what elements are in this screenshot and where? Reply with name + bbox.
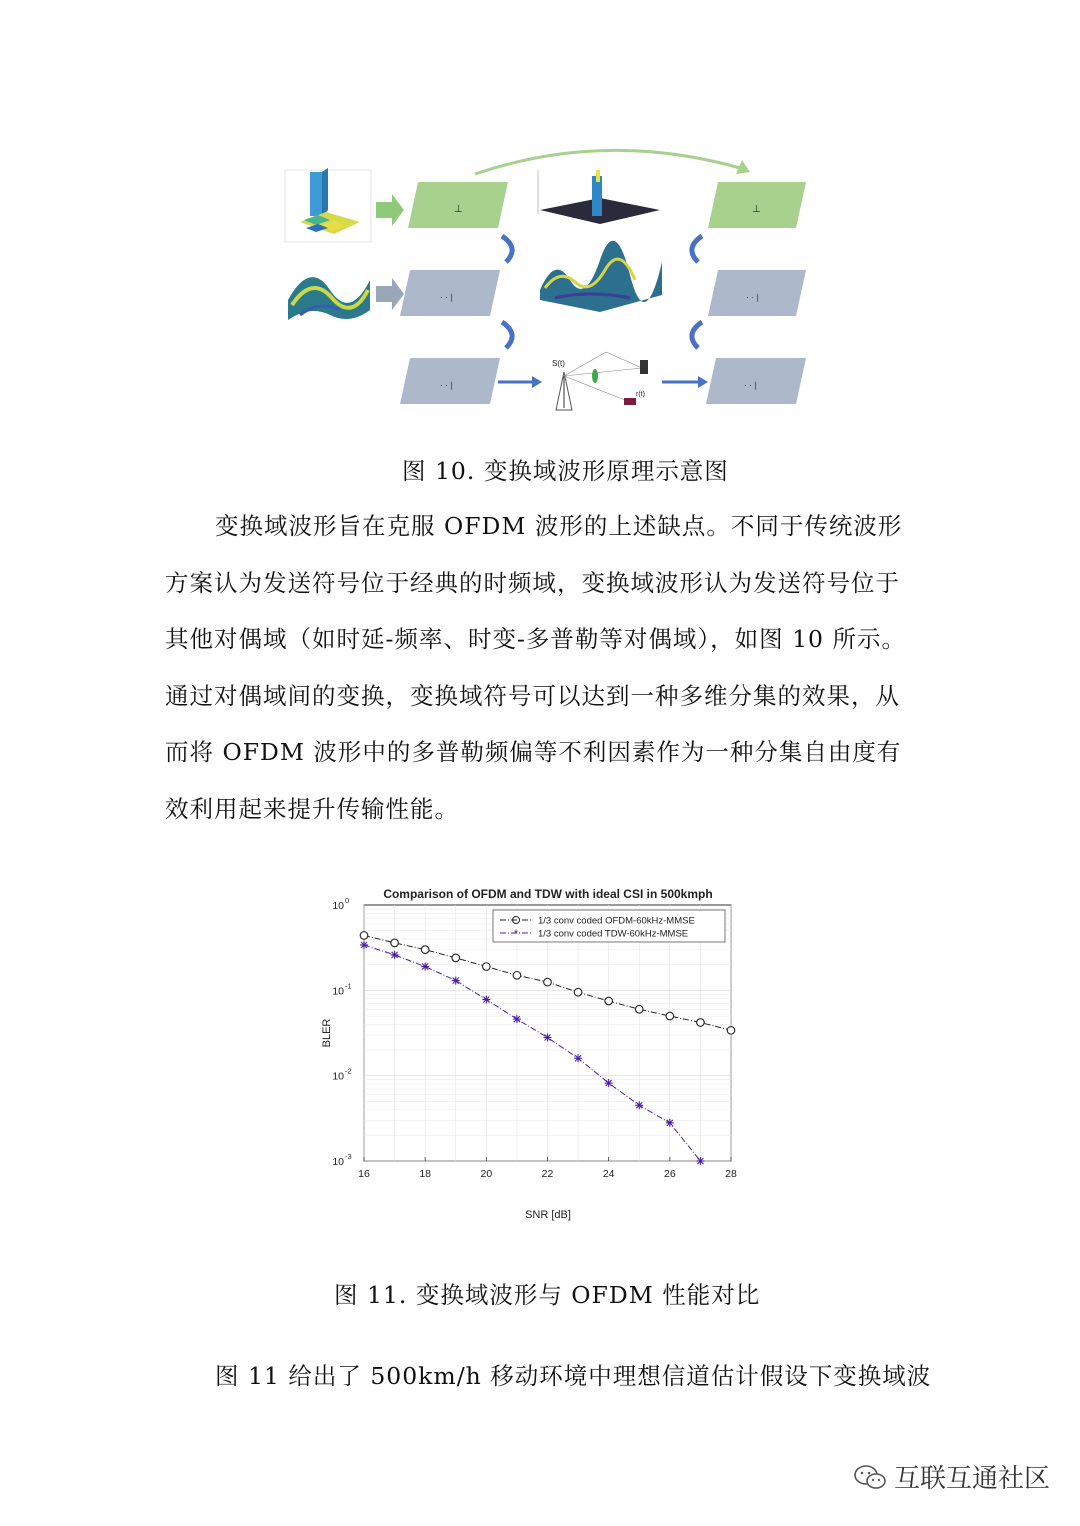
figure-10-diagram bbox=[270, 140, 830, 420]
x-tick-label: 28 bbox=[725, 1168, 737, 1180]
data-point-ofdm bbox=[360, 932, 368, 940]
top-curved-arrow bbox=[475, 150, 740, 174]
figure-11-caption: 图 11. 变换域波形与 OFDM 性能对比 bbox=[334, 1281, 761, 1309]
rx-symbol: r(t) bbox=[636, 391, 645, 398]
data-point-ofdm bbox=[452, 954, 460, 962]
data-point-tdw bbox=[482, 996, 490, 1004]
paragraph-1-line-6: 效利用起来提升传输性能。 bbox=[165, 794, 459, 823]
data-point-tdw bbox=[574, 1054, 582, 1062]
y-axis-label: BLER bbox=[321, 1018, 333, 1048]
panel-top-right-label: ⊥ bbox=[752, 204, 761, 215]
x-tick-label: 24 bbox=[602, 1168, 615, 1180]
y-tick-label: 10 bbox=[332, 900, 344, 912]
data-point-ofdm bbox=[391, 939, 399, 947]
data-point-ofdm bbox=[605, 997, 613, 1005]
watermark-text: 互联互通社区 bbox=[893, 1463, 1050, 1493]
data-point-tdw bbox=[605, 1079, 613, 1087]
watermark bbox=[852, 1458, 1050, 1495]
center-peak-plot bbox=[538, 170, 660, 224]
figure-11-chart bbox=[300, 880, 760, 1230]
paragraph-1-line-1: 变换域波形旨在克服 OFDM 波形的上述缺点。不同于传统波形 bbox=[215, 512, 903, 540]
data-point-tdw bbox=[513, 1015, 521, 1023]
chart-title: Comparison of OFDM and TDW with ideal CSI in 500kmph bbox=[383, 887, 713, 901]
legend-label-ofdm: 1/3 conv coded OFDM-60kHz-MMSE bbox=[538, 915, 695, 927]
y-tick-label: 10 bbox=[332, 1070, 344, 1083]
data-point-ofdm bbox=[635, 1005, 643, 1013]
bar3d-thumbnail bbox=[285, 168, 371, 242]
paragraph-2-line-1: 图 11 给出了 500km/h 移动环境中理想信道估计假设下变换域波 bbox=[215, 1362, 932, 1390]
green-block-arrow bbox=[376, 194, 404, 226]
data-point-ofdm bbox=[697, 1019, 705, 1027]
data-point-tdw bbox=[666, 1119, 674, 1127]
panel-top-left-label: ⊥ bbox=[454, 204, 463, 215]
data-point-ofdm bbox=[483, 963, 491, 971]
data-point-tdw bbox=[635, 1101, 643, 1109]
panel-mid-left-label: · · ∣ bbox=[440, 293, 454, 302]
legend-label-tdw: 1/3 conv coded TDW-60kHz-MMSE bbox=[538, 928, 689, 940]
x-tick-label: 20 bbox=[480, 1168, 493, 1180]
data-point-ofdm bbox=[421, 946, 429, 954]
y-tick-exponent: 0 bbox=[345, 896, 350, 905]
center-propagation-scene bbox=[552, 352, 648, 410]
data-point-tdw bbox=[696, 1157, 704, 1165]
data-point-ofdm bbox=[574, 988, 582, 996]
data-point-ofdm bbox=[513, 972, 521, 980]
figure-10-caption: 图 10. 变换域波形原理示意图 bbox=[402, 457, 729, 485]
surface-thumbnail bbox=[285, 262, 371, 328]
paragraph-1 bbox=[165, 498, 925, 837]
paragraph-1-line-5: 而将 OFDM 波形中的多普勒频偏等不利因素作为一种分集自由度有 bbox=[165, 738, 902, 766]
y-tick-exponent: -3 bbox=[345, 1152, 352, 1161]
panel-bottom-right-label: · · ∣ bbox=[744, 381, 758, 390]
x-tick-label: 22 bbox=[541, 1168, 554, 1180]
paragraph-2 bbox=[165, 1348, 932, 1405]
paragraph-1-line-4: 通过对偶域间的变换，变换域符号可以达到一种多维分集的效果，从 bbox=[165, 681, 900, 710]
data-point-tdw bbox=[391, 951, 399, 959]
y-tick-exponent: -2 bbox=[345, 1066, 352, 1076]
y-ticks bbox=[332, 896, 351, 1168]
gray-block-arrow bbox=[376, 278, 404, 310]
tx-symbol: S(t) bbox=[552, 359, 565, 368]
data-point-ofdm bbox=[544, 978, 552, 986]
panel-mid-right-label: · · ∣ bbox=[746, 293, 760, 302]
paragraph-1-line-3: 其他对偶域（如时延-频率、时变-多普勒等对偶域），如图 10 所示。 bbox=[165, 625, 906, 653]
center-surface-plot bbox=[540, 241, 662, 312]
paragraph-1-line-2: 方案认为发送符号位于经典的时频域，变换域波形认为发送符号位于 bbox=[165, 568, 900, 597]
data-point-ofdm bbox=[666, 1012, 674, 1020]
curved-arrow-left-1 bbox=[502, 236, 512, 262]
data-point-ofdm bbox=[727, 1027, 735, 1035]
legend bbox=[493, 910, 725, 942]
legend-marker-tdw: * bbox=[513, 928, 519, 940]
y-tick-exponent: -1 bbox=[345, 981, 352, 991]
data-point-tdw bbox=[452, 977, 460, 985]
x-axis-label: SNR [dB] bbox=[525, 1209, 571, 1221]
x-tick-label: 26 bbox=[663, 1168, 676, 1180]
y-tick-label: 10 bbox=[332, 985, 344, 998]
data-point-tdw bbox=[544, 1034, 552, 1042]
x-tick-label: 18 bbox=[419, 1168, 432, 1180]
wechat-icon bbox=[852, 1462, 888, 1492]
y-tick-label: 10 bbox=[332, 1156, 344, 1168]
curved-arrow-right-1 bbox=[692, 236, 702, 262]
data-point-tdw bbox=[360, 941, 368, 949]
panel-bottom-left-label: · · ∣ bbox=[440, 381, 454, 390]
curved-arrow-right-2 bbox=[692, 322, 702, 348]
curved-arrow-left-2 bbox=[502, 322, 512, 348]
x-tick-label: 16 bbox=[358, 1168, 370, 1180]
data-point-tdw bbox=[421, 963, 429, 971]
